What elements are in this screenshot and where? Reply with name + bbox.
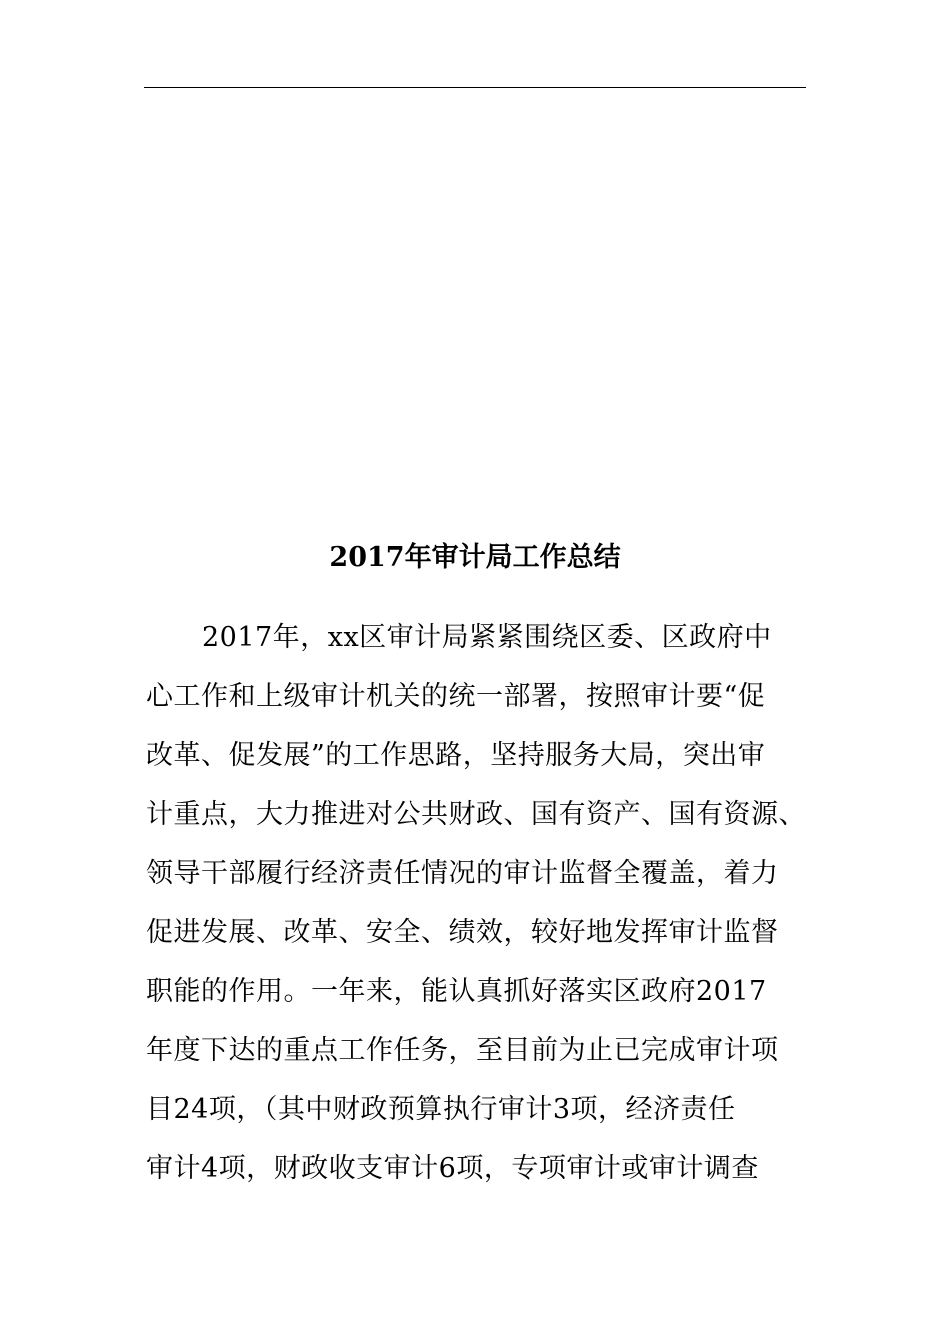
paragraph-line: 目24项，（其中财政预算执行审计3项，经济责任 xyxy=(146,1094,736,1125)
header-rule xyxy=(144,87,806,88)
paragraph-line: 心工作和上级审计机关的统一部署，按照审计要“促 xyxy=(146,681,766,712)
paragraph-line: 促进发展、改革、安全、绩效，较好地发挥审计监督 xyxy=(146,917,779,948)
paragraph-line: 审计4项，财政收支审计6项，专项审计或审计调查 xyxy=(146,1153,759,1184)
paragraph-line: 领导干部履行经济责任情况的审计监督全覆盖，着力 xyxy=(146,858,779,889)
paragraph-line: 2017年，xx区审计局紧紧围绕区委、区政府中 xyxy=(202,622,772,653)
paragraph-line: 年度下达的重点工作任务，至目前为止已完成审计项 xyxy=(146,1035,779,1066)
paragraph-line: 职能的作用。一年来，能认真抓好落实区政府2017 xyxy=(146,976,767,1007)
paragraph-line: 计重点，大力推进对公共财政、国有资产、国有资源、 xyxy=(146,799,806,830)
document-title: 2017年审计局工作总结 xyxy=(329,542,621,573)
paragraph-line: 改革、促发展”的工作思路，坚持服务大局，突出审 xyxy=(146,740,766,771)
